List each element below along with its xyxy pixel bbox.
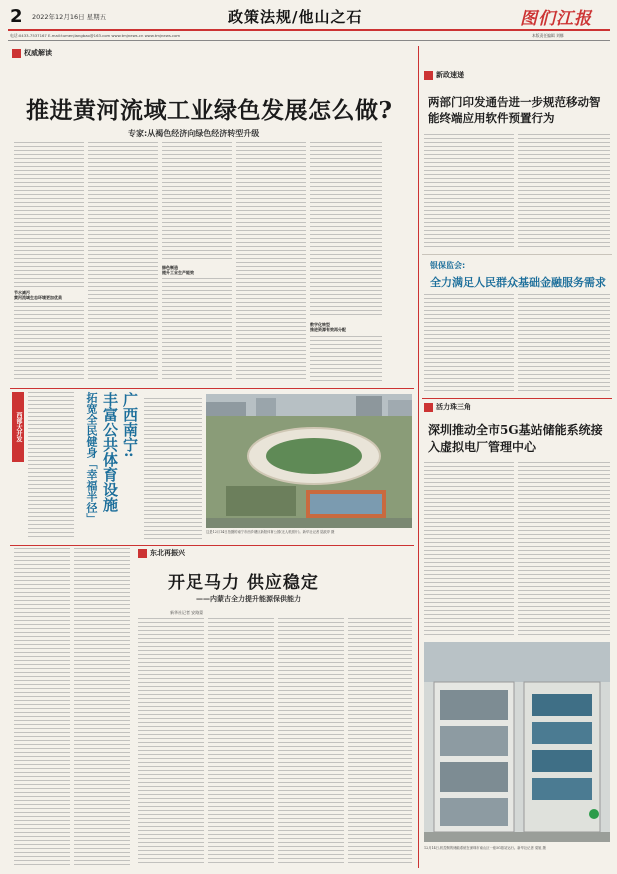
- divider-apps: [422, 254, 612, 255]
- main-article-body-col2: [14, 302, 84, 382]
- shenzhen-body-col2: [518, 462, 610, 638]
- section-title: 政策法规/他山之石: [228, 8, 363, 26]
- masthead: [0, 0, 617, 44]
- apps-article-body-col1: [424, 134, 514, 250]
- section-tag-quanwei: 权威解读: [12, 48, 52, 58]
- mongolia-body-col2: [74, 548, 130, 866]
- nanning-title-b: 丰富公共体育设施: [101, 392, 119, 512]
- section-tag-xinzheng: 新政速递: [424, 70, 464, 80]
- shenzhen-article-title: 深圳推动全市5G基站储能系统接入虚拟电厂管理中心: [428, 423, 603, 454]
- masthead-rule: [8, 29, 610, 31]
- issue-date: 2022年12月16日 星期五: [32, 13, 107, 21]
- shenzhen-body-col1: [424, 462, 514, 638]
- main-article-body-col1: [14, 142, 84, 290]
- shenzhen-photo-caption: 12月14日,机控制的储能系统在深圳市南山区一座5G基站运行。新华社记者 梁旭 摄: [424, 846, 546, 850]
- shenzhen-5g-photo: [424, 642, 610, 842]
- mongolia-body-col1: [14, 548, 70, 866]
- bank-article-body-col2: [518, 294, 610, 394]
- nanning-title-a: 广西南宁:: [121, 392, 139, 458]
- section-tag-dongbei: 东北再振兴: [138, 548, 185, 558]
- nanning-title: [78, 392, 140, 542]
- main-article-subtitle: 专家:从褐色经济向绿色经济转型升级: [128, 129, 260, 138]
- bank-article-kicker: 银保监会:: [430, 261, 466, 270]
- newspaper-logo: 图们江报: [520, 9, 592, 29]
- nanning-body-left: [28, 392, 74, 540]
- mongolia-subtitle: ——内蒙古全力提升能源保供能力: [196, 595, 301, 603]
- section-marker-icon: [424, 71, 433, 80]
- main-article-body-col4: [162, 142, 232, 262]
- apps-article-title: 两部门印发通告进一步规范移动智能终端应用软件预置行为: [428, 95, 601, 125]
- section-marker-icon: [138, 549, 147, 558]
- section-marker-icon: [424, 403, 433, 412]
- main-article-title: 推进黄河流域工业绿色发展怎么做?: [26, 97, 393, 124]
- main-article-body-col4b: [162, 278, 232, 382]
- contact-info: 电话:0433-7537167 E-mail:tumenjiangbao@163.com www.tmjnews.cn www.tmjnews.com: [10, 33, 181, 38]
- mongolia-body-col4: [208, 618, 274, 866]
- divider-nanning: [10, 545, 414, 546]
- main-article-body-col5: [236, 142, 306, 382]
- divider-main: [10, 388, 414, 389]
- bank-article-body-col1: [424, 294, 514, 394]
- mongolia-body-col3: [138, 618, 204, 866]
- stadium-aerial-image: [206, 394, 412, 528]
- apps-article-body-col2: [518, 134, 610, 250]
- center-column-divider: [418, 46, 419, 868]
- divider-bank: [422, 398, 612, 399]
- nanning-photo-caption: 这是12月14日拍摄的南宁市西乡塘区新阳体育公园(无人机照片)。新华社记者 陆波岸 摄: [206, 530, 335, 534]
- section-tag-huoli: 活力珠三角: [424, 402, 471, 412]
- nanning-title-c: 拓宽全民健身「幸福半径」: [85, 392, 98, 524]
- nanning-body-mid: [144, 398, 202, 540]
- section-marker-icon: [12, 49, 21, 58]
- page-number: 2: [10, 6, 23, 27]
- mongolia-body-col5: [278, 618, 344, 866]
- nanning-stadium-photo: [206, 394, 412, 528]
- editor-info: 本版责任编辑 刘娜: [532, 33, 564, 38]
- subhead-jieshui: 节水减污 黄河流域生态环境更加优美: [14, 290, 62, 300]
- masthead-rule-thin: [8, 40, 610, 41]
- section-tag-xibu: 西部大开发: [12, 392, 24, 462]
- mongolia-byline: 新华社记者 安路蒙: [170, 610, 204, 615]
- mongolia-title: 开足马力 供应稳定: [168, 573, 319, 593]
- subhead-lvse: 绿色制造 提升工业生产能效: [162, 265, 194, 275]
- main-article-body-col3: [88, 142, 158, 382]
- subhead-shuzi: 数字化转型 推进资源有效再分配: [310, 322, 346, 332]
- mongolia-body-col6: [348, 618, 412, 866]
- bank-article-title: 全力满足人民群众基础金融服务需求: [430, 276, 606, 289]
- main-article-body-col6b: [310, 336, 382, 382]
- 5g-base-station-image: [424, 642, 610, 842]
- main-article-body-col6: [310, 142, 382, 317]
